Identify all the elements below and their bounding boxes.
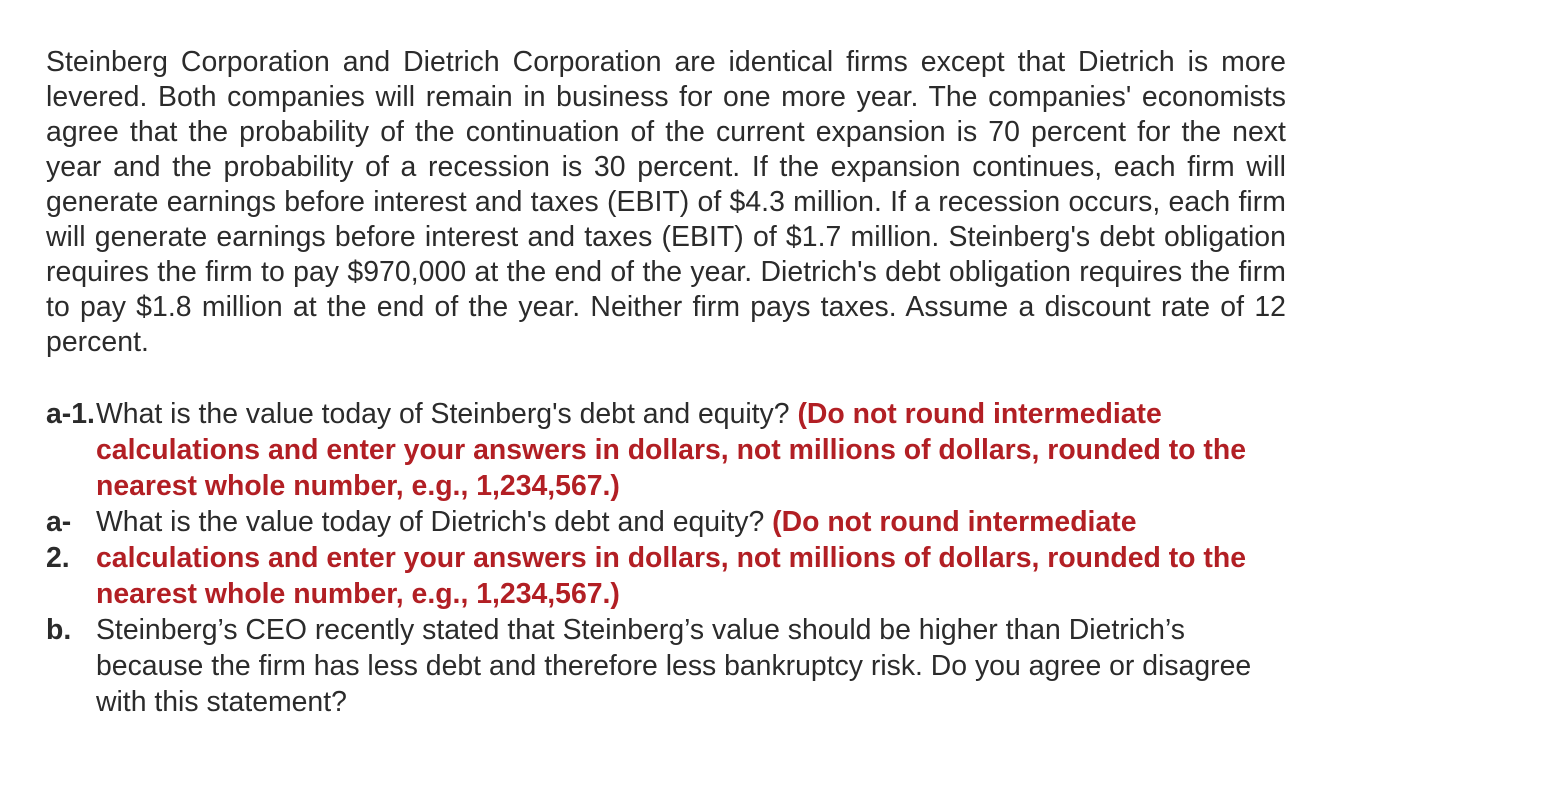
question-body	[96, 612, 1286, 720]
question-instruction: (Do not round intermediate calculations and enter your answers in dollars, not millions of dollars, rounded to the nearest whole number, e.g., 1,234,567.)	[96, 398, 1247, 502]
question-label: b.	[46, 614, 72, 646]
question-a2	[46, 504, 1286, 612]
question-label: a- 2.	[46, 506, 72, 574]
problem-content	[46, 45, 1286, 720]
question-text: What is the value today of Dietrich's debt and equity?	[96, 506, 773, 538]
question-text: What is the value today of Steinberg's debt and equity?	[96, 398, 798, 430]
problem-statement: Steinberg Corporation and Dietrich Corporation are identical firms except that Dietrich is more levered. Both companies will remain in business for one more year. The companies' economists agree that the probability of the continuation of the current expansion is 70 percent for the next year and the probability of a recession is 30 percent. If the expansion continues, each firm will generate earnings before interest and taxes (EBIT) of $4.3 million. If a recession occurs, each firm will generate earnings before interest and taxes (EBIT) of $1.7 million. Steinberg's debt obligation requires the firm to pay $970,000 at the end of the year. Dietrich's debt obligation requires the firm to pay $1.8 million at the end of the year. Neither firm pays taxes. Assume a discount rate of 12 percent.	[46, 46, 1286, 358]
question-label: a-1.	[46, 398, 95, 430]
question-instruction: (Do not round intermediate calculations and enter your answers in dollars, not millions of dollars, rounded to the nearest whole number, e.g., 1,234,567.)	[96, 506, 1247, 610]
question-b	[46, 612, 1286, 720]
question-text: Steinberg’s CEO recently stated that Steinberg’s value should be higher than Dietrich’s because the firm has less debt and therefore less bankruptcy risk. Do you agree or disagree with this statement?	[96, 614, 1252, 718]
question-body	[96, 504, 1286, 612]
question-body	[96, 396, 1286, 504]
question-a1	[46, 396, 1286, 504]
question-list	[46, 396, 1286, 720]
